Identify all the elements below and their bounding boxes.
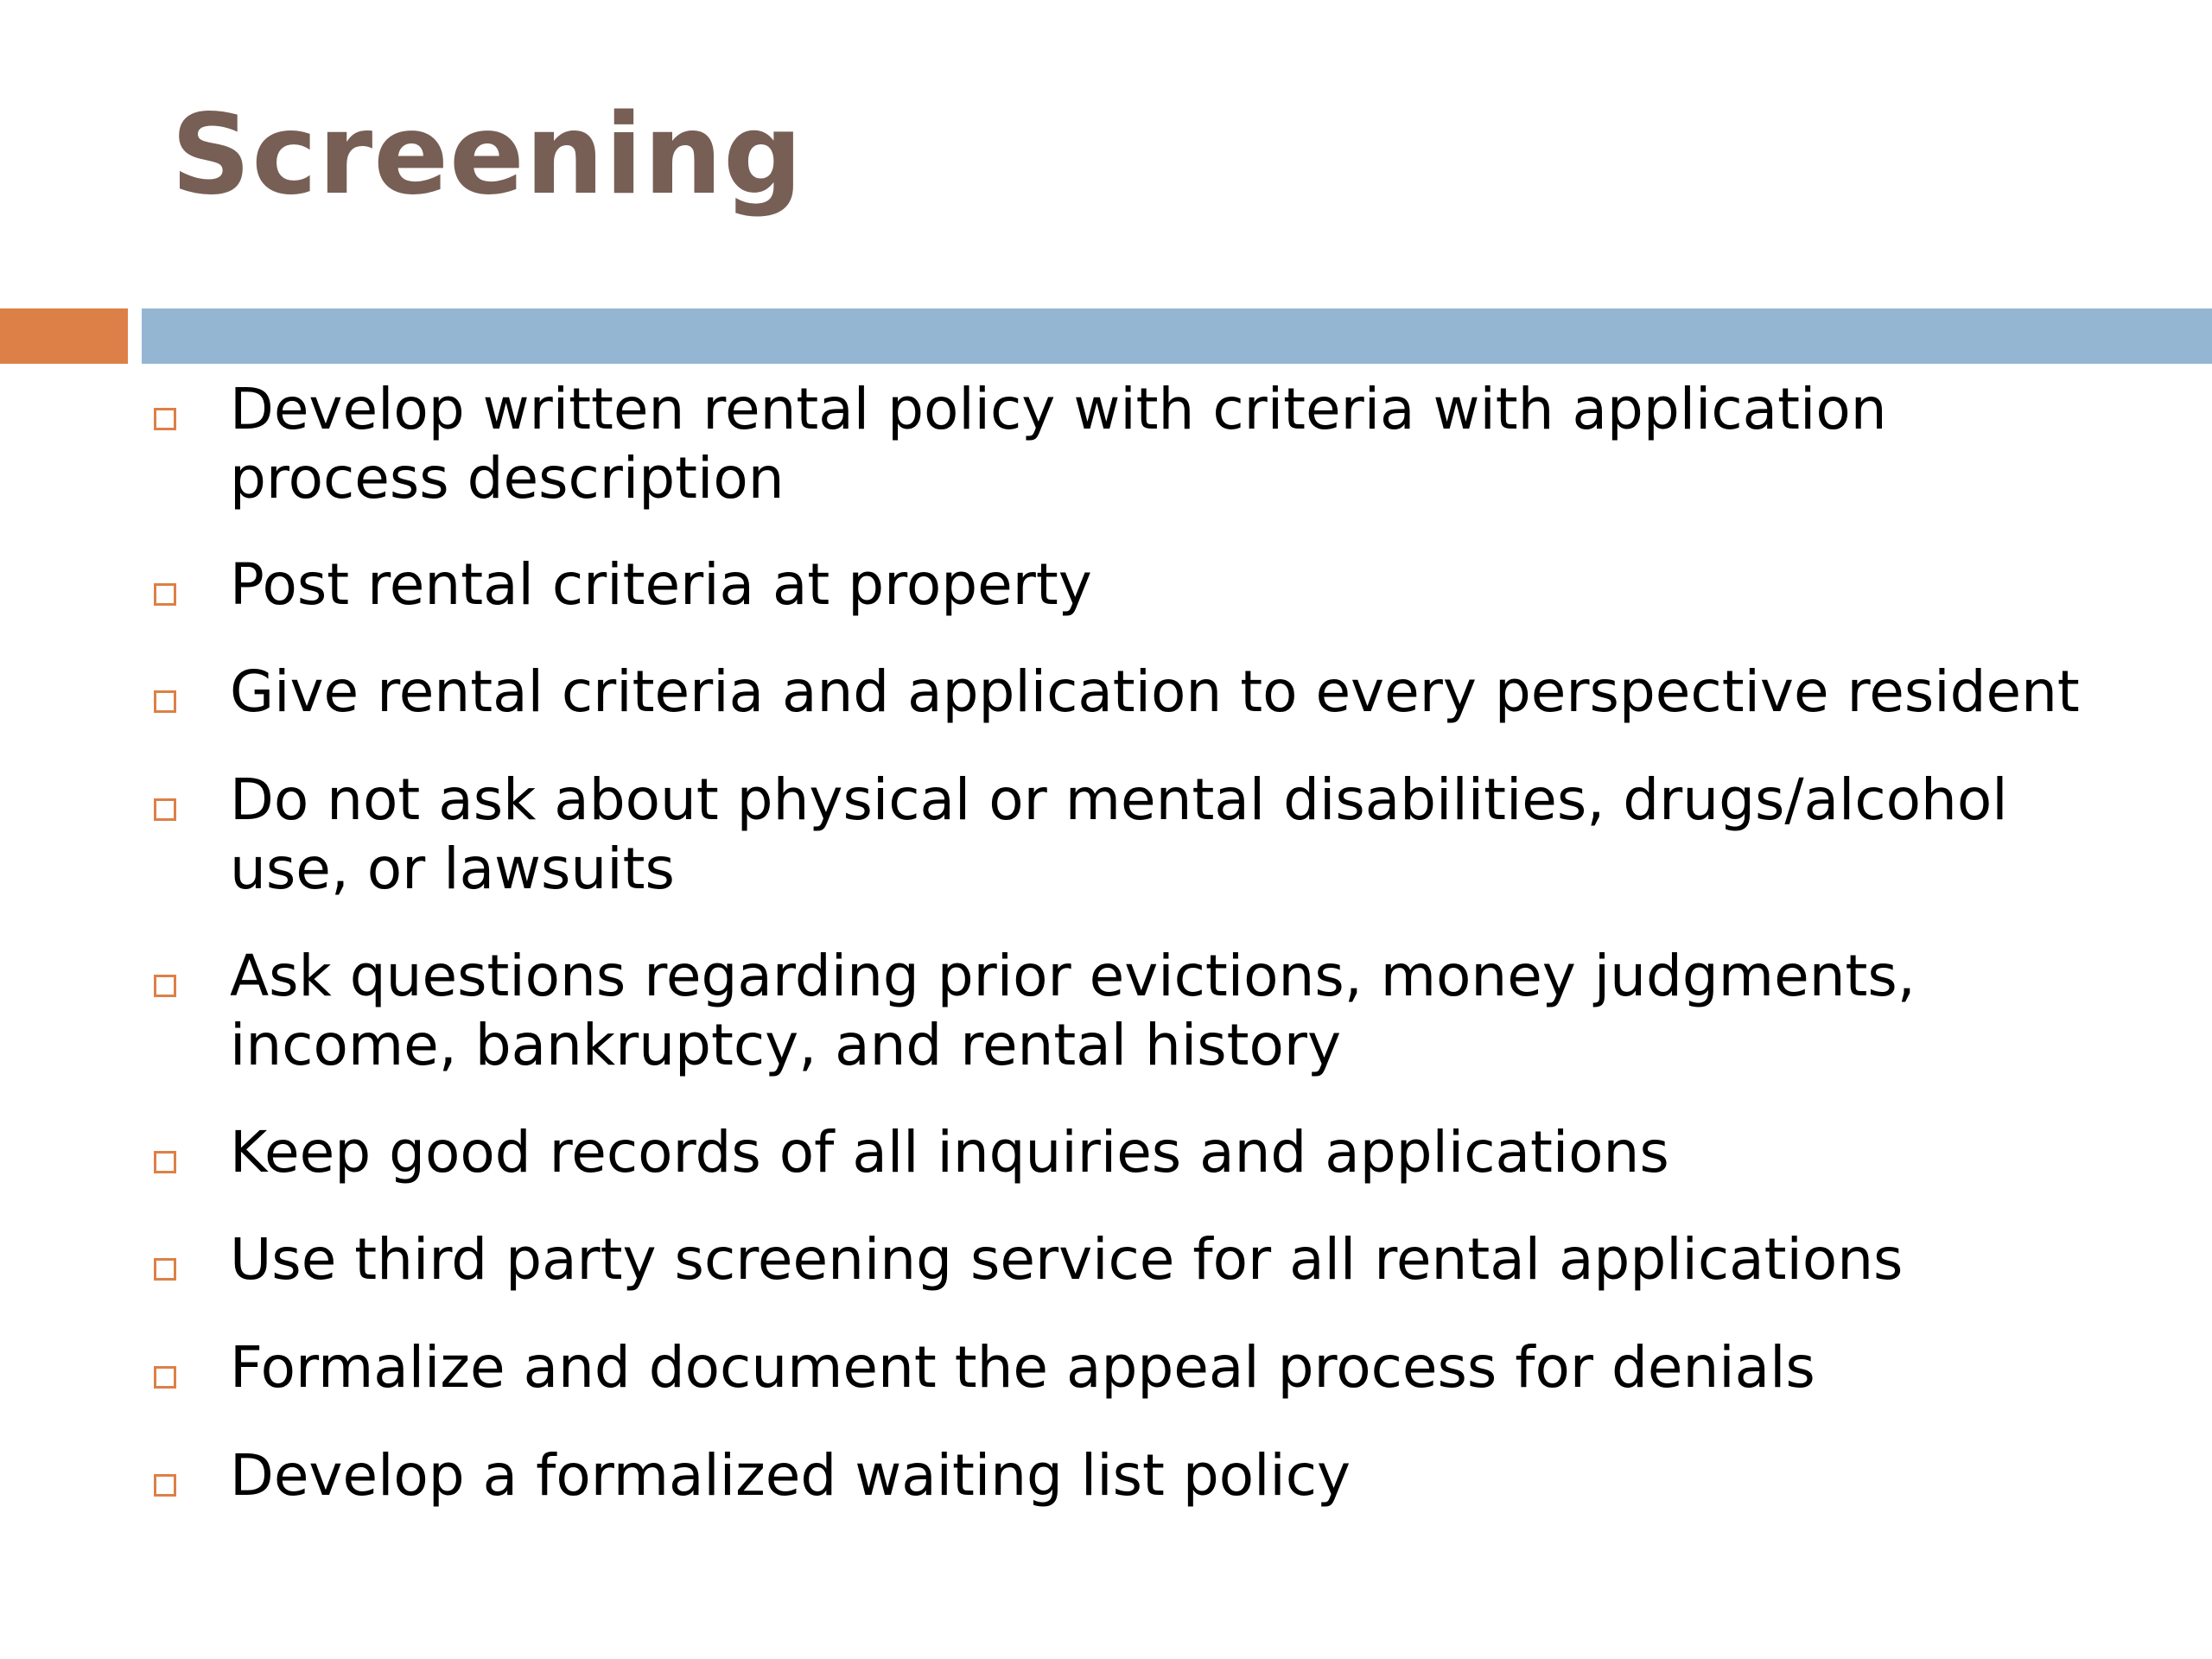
bullet-text: Post rental criteria at property xyxy=(230,551,1092,618)
bullet-text: Use third party screening service for all rental applications xyxy=(230,1226,1904,1293)
square-bullet-icon xyxy=(154,1474,176,1497)
bullet-text: Ask questions regarding prior evictions, money judgments, income, bankruptcy, and rental history xyxy=(230,943,1916,1078)
bullet-text: Keep good records of all inquiries and applications xyxy=(230,1119,1669,1185)
square-bullet-icon xyxy=(154,798,176,821)
square-bullet-icon xyxy=(154,1258,176,1281)
bullet-text: Give rental criteria and application to every perspective resident xyxy=(230,658,2080,725)
square-bullet-icon xyxy=(154,690,176,713)
bullet-text: Do not ask about physical or mental disabilities, drugs/alcohol use, or lawsuits xyxy=(230,766,2008,902)
square-bullet-icon xyxy=(154,408,176,430)
bullet-text: Develop a formalized waiting list policy xyxy=(230,1442,1351,1509)
square-bullet-icon xyxy=(154,975,176,997)
square-bullet-icon xyxy=(154,1366,176,1389)
bullet-text: Formalize and document the appeal process for denials xyxy=(230,1334,1815,1401)
slide-title: Screening xyxy=(171,91,804,219)
square-bullet-icon xyxy=(154,583,176,606)
bullet-text: Develop written rental policy with criteria with application process description xyxy=(230,376,1887,512)
square-bullet-icon xyxy=(154,1151,176,1173)
